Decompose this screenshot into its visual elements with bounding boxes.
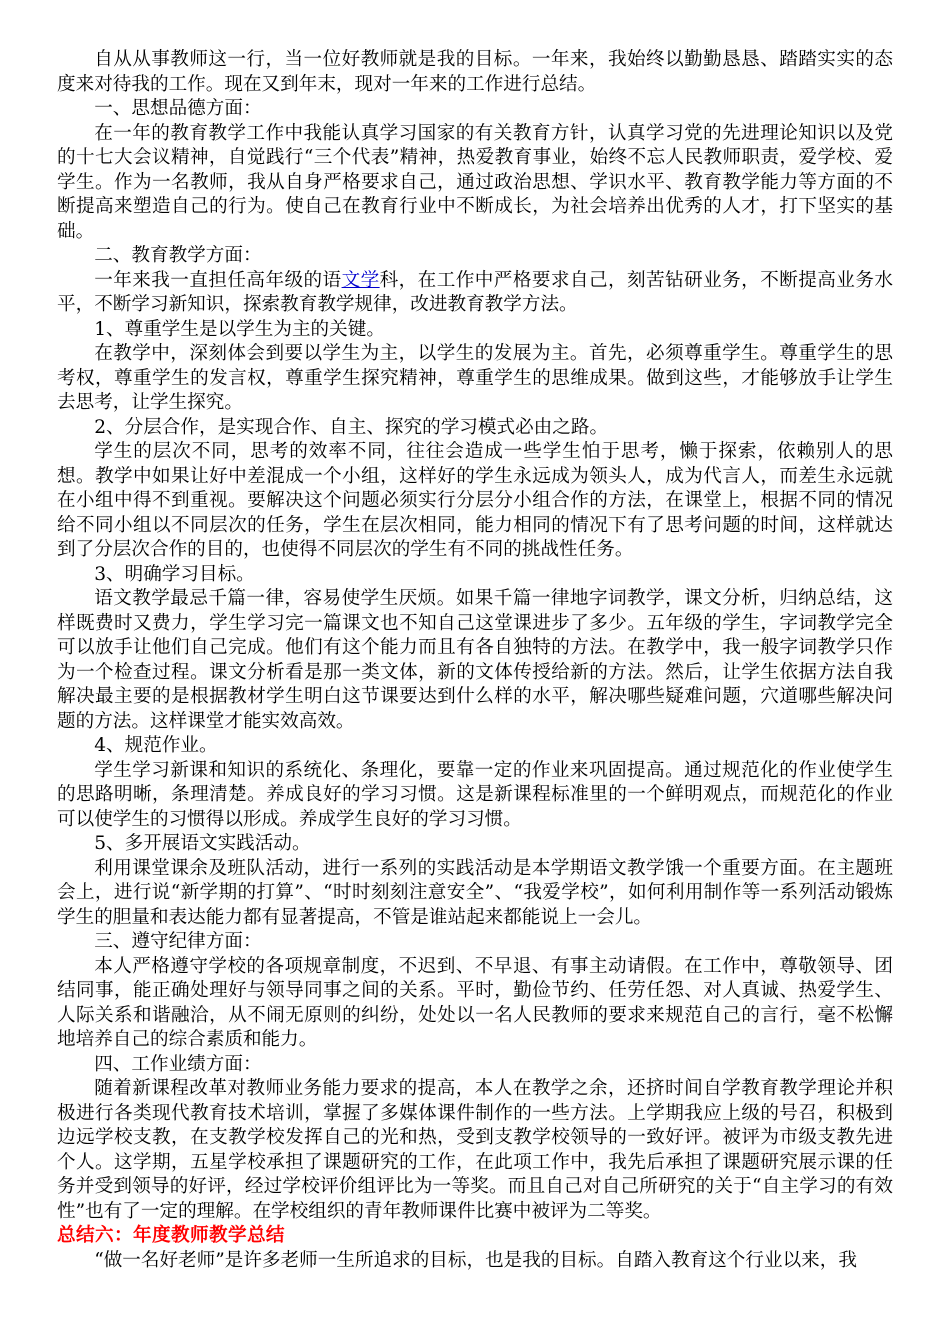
text-before-link: 一年来我一直担任高年级的语	[94, 269, 342, 291]
numbered-heading-4: 4、规范作业。	[94, 735, 218, 756]
section-heading-2: 二、教育教学方面：	[94, 245, 262, 266]
paragraph-teaching-intro	[57, 269, 893, 318]
document-body	[57, 48, 893, 1273]
section-heading-1: 一、思想品德方面：	[94, 98, 262, 119]
paragraph-work-performance: 随着新课程改革对教师业务能力要求的提高，本人在教学之余，还挤时间自学教育教学理论并积极进行各类现代教育技术培训，掌握了多媒体课件制作的一些方法。上学期我应上级的号召，积极到边远学校支教，在支教学校发挥自己的光和热，受到支教学校领导的一致好评。被评为市级支教先进个人。这学期，五星学校承担了课题研究的工作，在此项工作中，我先后承担了课题研究展示课的任务并受到领导的好评，经过学校评价组评比为一等奖。而且自己对自己所研究的关于“自主学习的有效性”也有了一定的理解。在学校组织的青年教师课件比赛中被评为二等奖。	[57, 1078, 893, 1222]
numbered-heading-2: 2、分层合作，是实现合作、自主、探究的学习模式必由之路。	[94, 416, 609, 438]
red-section-heading-summary-six: 总结六：年度教师教学总结	[57, 1225, 285, 1246]
paragraph-moral-character: 在一年的教育教学工作中我能认真学习国家的有关教育方针，认真学习党的先进理论知识以及党的十七大会议精神，自觉践行“三个代表”精神，热爱教育事业，始终不忘人民教师职责，爱学校、爱学生。作为一名教师，我从自身严格要求自己，通过政治思想、学识水平、教育教学能力等方面的不断提高来塑造自己的行为。使自己在教育行业中不断成长，为社会培养出优秀的人才，打下坚实的基础。	[57, 122, 893, 242]
paragraph-discipline: 本人严格遵守学校的各项规章制度，不迟到、不早退、有事主动请假。在工作中，尊敬领导、团结同事，能正确处理好与领导同事之间的关系。平时，勤俭节约、任劳任怨、对人真诚、热爱学生、人际关系和谐融洽，从不闹无原则的纠纷，处处以一名人民教师的要求来规范自己的言行，毫不松懈地培养自己的综合素质和能力。	[57, 955, 893, 1050]
paragraph-learning-goals: 语文教学最忌千篇一律，容易使学生厌烦。如果千篇一律地字词教学，课文分析，归纳总结，这样既费时又费力，学生学习完一篇课文也不知自己这堂课进步了多少。五年级的学生，字词教学完全可以放手让他们自己完成。他们有这个能力而且有各自独特的方法。在教学中，我一般字词教学只作为一个检查过程。课文分析看是那一类文体，新的文体传授给新的方法。然后，让学生依据方法自我解决最主要的是根据教材学生明白这节课要达到什么样的水平，解决哪些疑难问题，穴道哪些解决问题的方法。这样课堂才能实效高效。	[57, 588, 893, 732]
paragraph-intro: 自从从事教师这一行，当一位好教师就是我的目标。一年来，我始终以勤勤恳恳、踏踏实实的态度来对待我的工作。现在又到年末，现对一年来的工作进行总结。	[57, 49, 893, 95]
section-heading-3: 三、遵守纪律方面：	[94, 931, 262, 952]
text-after-link: 科，在工作中严格要求自己，刻苦钻研业务，不断提高业务水平，不断学习新知识，探索教育教学规律，改进教育教学方法。	[57, 269, 893, 315]
section-heading-4: 四、工作业绩方面：	[94, 1053, 262, 1075]
numbered-heading-3: 3、明确学习目标。	[94, 563, 255, 585]
literature-hyperlink[interactable]: 文学	[341, 269, 380, 291]
numbered-heading-1: 1、尊重学生是以学生为主的关键。	[94, 318, 385, 340]
paragraph-respect-students: 在教学中，深刻体会到要以学生为主，以学生的发展为主。首先，必须尊重学生。尊重学生的思考权，尊重学生的发言权，尊重学生探究精神，尊重学生的思维成果。做到这些，才能够放手让学生去思考，让学生探究。	[57, 343, 893, 413]
paragraph-practice-activities: 利用课堂课余及班队活动，进行一系列的实践活动是本学期语文教学饿一个重要方面。在主题班会上，进行说“新学期的打算”、“时时刻刻注意安全”、“我爱学校”，如何利用制作等一系列活动锻炼学生的胆量和表达能力都有显著提高，不管是谁站起来都能说上一会儿。	[57, 857, 893, 928]
paragraph-layered-cooperation: 学生的层次不同，思考的效率不同，往往会造成一些学生怕于思考，懒于探索，依赖别人的思想。教学中如果让好中差混成一个小组，这样好的学生永远成为领头人，成为代言人，而差生永远就在小组中得不到重视。要解决这个问题必须实行分层分小组合作的方法，在课堂上，根据不同的情况给不同小组以不同层次的任务，学生在层次相同，能力相同的情况下有了思考问题的时间，这样就达到了分层次合作的目的，也使得不同层次的学生有不同的挑战性任务。	[57, 441, 893, 560]
paragraph-good-teacher: “做一名好老师”是许多老师一生所追求的目标，也是我的目标。自踏入教育这个行业以来，我	[94, 1249, 857, 1271]
paragraph-standard-homework: 学生学习新课和知识的系统化、条理化，要靠一定的作业来巩固提高。通过规范化的作业使学生的思路明晰，条理清楚。养成良好的学习习惯。这是新课程标准里的一个鲜明观点，而规范化的作业可以使学生的习惯得以形成。养成学生良好的学习习惯。	[57, 759, 893, 830]
numbered-heading-5: 5、多开展语文实践活动。	[94, 833, 311, 854]
